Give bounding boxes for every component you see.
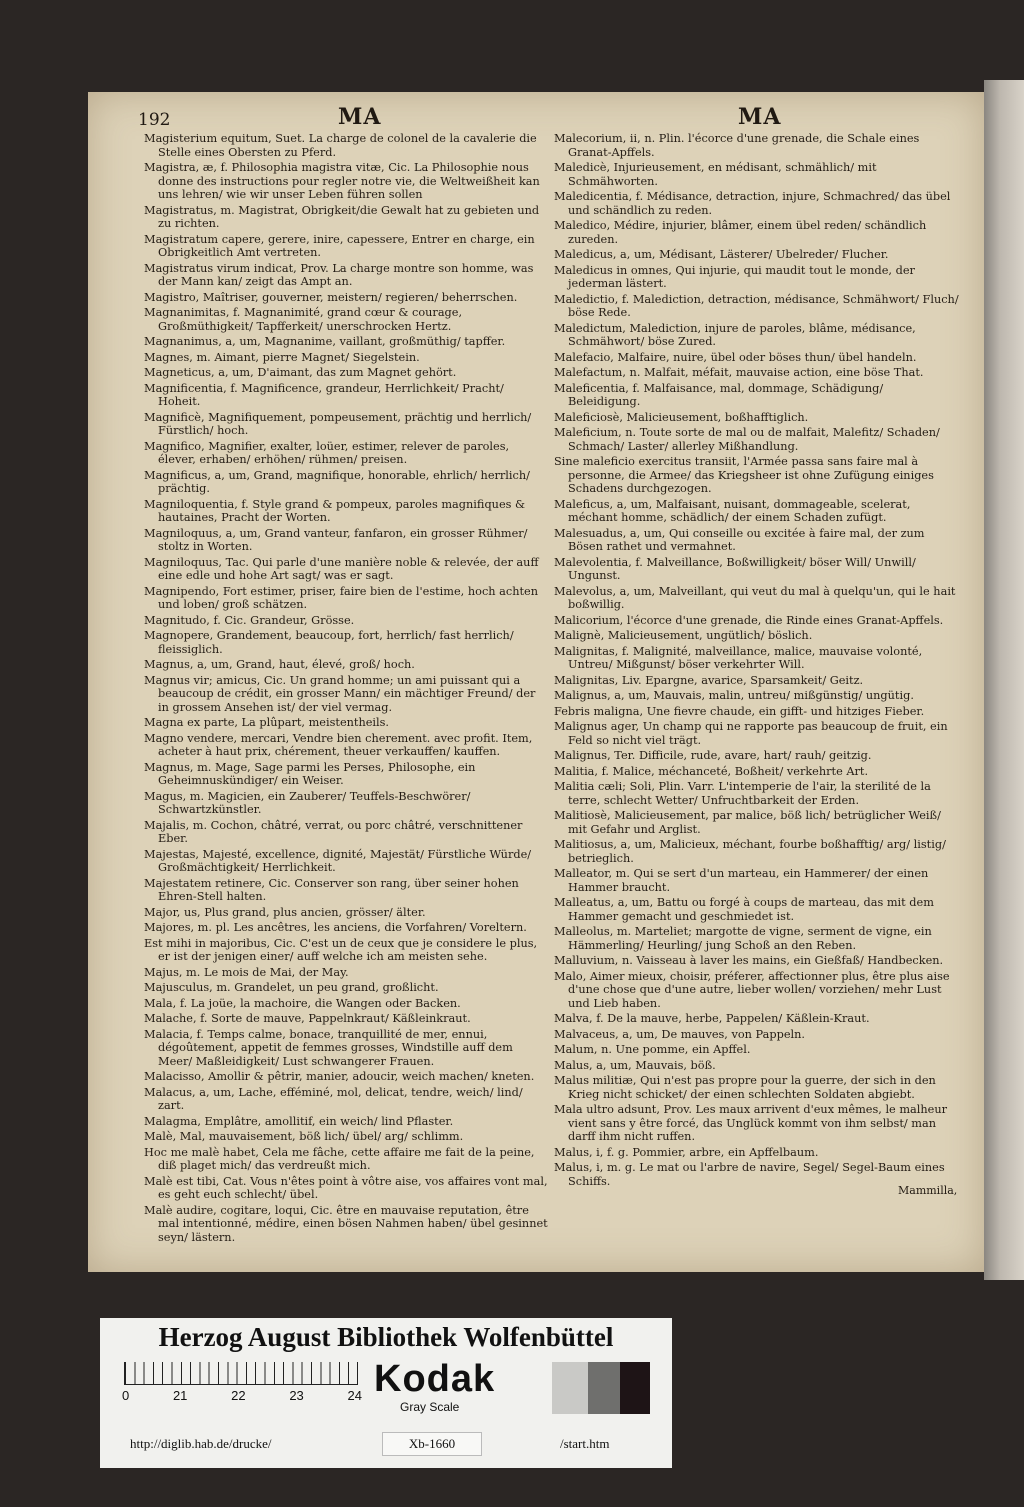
- dictionary-entry: Magna ex parte, La plûpart, meistentheils.: [144, 716, 390, 729]
- dictionary-entry: Magnipendo, Fort estimer, priser, faire bien de l'estime, hoch achten und loben/ groß schätzen.: [144, 584, 538, 611]
- running-head-left: MA: [338, 104, 382, 130]
- dictionary-entry: Magnifico, Magnifier, exalter, loüer, estimer, relever de paroles, élever, erhaben/ erhöhen/ rühmen/ preisen.: [144, 439, 510, 466]
- dictionary-entry: Malitia, f. Malice, méchanceté, Boßheit/ verkehrte Art.: [554, 764, 869, 778]
- dictionary-entry: Malevolentia, f. Malveillance, Boßwilligkeit/ böser Will/ Unwill/ Ungunst.: [554, 555, 916, 582]
- ruler-label: 23: [289, 1388, 304, 1403]
- dictionary-entry: Malva, f. De la mauve, herbe, Pappelen/ Käßlein-Kraut.: [554, 1012, 870, 1025]
- ruler-label: 0: [122, 1388, 130, 1403]
- dictionary-entry: Magnitudo, f. Cic. Grandeur, Grösse.: [144, 613, 355, 627]
- dictionary-entry: Magneticus, a, um, D'aimant, das zum Magnet gehört.: [144, 366, 457, 379]
- dictionary-entry: Maledicentia, f. Médisance, detraction, injure, Schmachred/ das übel und schändlich zu reden.: [554, 190, 951, 217]
- digital-library-url: http://diglib.hab.de/drucke/: [130, 1436, 272, 1451]
- dictionary-entry: Magnes, m. Aimant, pierre Magnet/ Siegelstein.: [144, 350, 420, 364]
- dictionary-entry: Malignè, Malicieusement, ungütlich/ böslich.: [554, 629, 813, 642]
- dictionary-entry: Majestas, Majesté, excellence, dignité, Majestät/ Fürstliche Würde/ Großmächtigkeit/ Herrlichkeit.: [144, 847, 532, 874]
- right-column: [554, 132, 959, 1190]
- dictionary-entry: Malacia, f. Temps calme, bonace, tranquillité de mer, ennui, dégoûtement, appetit de femmes grosses, Windstille auff dem Meer/ Maßleidigkeit/ Lust schwangerer Frauen.: [144, 1027, 513, 1068]
- dictionary-entry: Mala, f. La joüe, la machoire, die Wangen oder Backen.: [144, 996, 461, 1010]
- dictionary-entry: Malitiosus, a, um, Malicieux, méchant, fourbe boßhafftig/ arg/ listig/ betrieglich.: [554, 838, 946, 865]
- dictionary-entry: Major, us, Plus grand, plus ancien, grösser/ älter.: [144, 905, 426, 919]
- dictionary-entry: Malluvium, n. Vaisseau à laver les mains, ein Gießfaß/ Handbecken.: [554, 954, 944, 967]
- dictionary-entry: Malignus ager, Un champ qui ne rapporte pas beaucoup de fruit, ein Feld so nicht viel trägt.: [554, 720, 948, 747]
- ruler-label: 24: [347, 1388, 362, 1403]
- dictionary-entry: Malefacio, Malfaire, nuire, übel oder böses thun/ übel handeln.: [554, 350, 917, 364]
- dictionary-entry: Malo, Aimer mieux, choisir, préferer, affectionner plus, être plus aise d'une chose que d'une autre, lieber wollen/ vorziehen/ mehr Lust und Lieb haben.: [554, 969, 950, 1010]
- dictionary-entry: Malleator, m. Qui se sert d'un marteau, ein Hammerer/ der einen Hammer braucht.: [554, 867, 929, 894]
- ruler-label: 22: [231, 1388, 246, 1403]
- dictionary-entry: Malè, Mal, mauvaisement, böß lich/ übel/ arg/ schlimm.: [144, 1130, 464, 1143]
- dictionary-entry: Malacisso, Amollir & pêtrir, manier, adoucir, weich machen/ kneten.: [144, 1070, 535, 1083]
- dictionary-entry: Est mihi in majoribus, Cic. C'est un de ceux que je considere le plus, er ist der jenigen einer/ auff welche ich am meisten sehe.: [144, 936, 538, 963]
- dictionary-entry: Magistra, æ, f. Philosophia magistra vitæ, Cic. La Philosophie nous donne des instructions pour regler notre vie, die Weltweißheit kan uns lehren/ wie wir unser Leben führen sollen: [144, 161, 540, 201]
- dictionary-entry: Malè audire, cogitare, loqui, Cic. être en mauvaise reputation, être mal intentionné, médire, einen bösen Nahmen haben/ übel gesinnet seyn/ lästern.: [144, 1203, 548, 1244]
- dictionary-entry: Magnus vir; amicus, Cic. Un grand homme; un ami puissant qui a beaucoup de crédit, ein grosser Mann/ ein mächtiger Freund/ der in grossem Ansehen ist/ der viel vermag.: [144, 673, 536, 714]
- dictionary-entry: Malitiosè, Malicieusement, par malice, böß lich/ betrüglicher Weiß/ mit Gefahr und Arglist.: [554, 809, 941, 836]
- dictionary-entry: Malignitas, Liv. Epargne, avarice, Sparsamkeit/ Geitz.: [554, 673, 864, 687]
- gray-scale-label: Gray Scale: [400, 1400, 460, 1414]
- dictionary-entry: Maledico, Médire, injurier, blâmer, einem übel reden/ schändlich zureden.: [554, 219, 927, 246]
- dictionary-entry: Maleficium, n. Toute sorte de mal ou de malfait, Malefitz/ Schaden/ Schmach/ Laster/ allerley Mißhandlung.: [554, 426, 940, 453]
- dictionary-entry: Malignus, a, um, Mauvais, malin, untreu/ mißgünstig/ ungütig.: [554, 689, 914, 702]
- shelfmark-box: Xb-1660: [382, 1432, 482, 1456]
- dictionary-entry: Malleolus, m. Marteliet; margotte de vigne, serment de vigne, ein Hämmerling/ Heurling/ jung Schoß an den Reben.: [554, 925, 932, 952]
- dictionary-entry: Sine maleficio exercitus transiit, l'Armée passa sans faire mal à personne, die Armee/ das Kriegsheer ist ohne Zufügung einiges Schadens durchgezogen.: [554, 455, 934, 495]
- dictionary-entry: Maledicus in omnes, Qui injurie, qui maudit tout le monde, der jederman lästert.: [554, 263, 915, 290]
- dictionary-entry: Magus, m. Magicien, ein Zauberer/ Teuffels-Beschwörer/ Schwartzkünstler.: [144, 789, 471, 816]
- dictionary-entry: Magistro, Maîtriser, gouverner, meistern/ regieren/ beherrschen.: [144, 290, 518, 304]
- dictionary-entry: Malicorium, l'écorce d'une grenade, die Rinde eines Granat-Apffels.: [554, 613, 944, 627]
- dictionary-entry: Malvaceus, a, um, De mauves, von Pappeln.: [554, 1027, 805, 1041]
- dictionary-entry: Magniloquus, Tac. Qui parle d'une manière noble & relevée, der auff eine edle und hohe Art sagt/ was er sagt.: [144, 555, 539, 582]
- dictionary-entry: Malignus, Ter. Difficile, rude, avare, hart/ rauh/ geitzig.: [554, 749, 872, 762]
- dictionary-entry: Febris maligna, Une fievre chaude, ein gifft- und hitziges Fieber.: [554, 704, 925, 718]
- dictionary-entry: Malus militiæ, Qui n'est pas propre pour la guerre, der sich in den Krieg nicht schicket/ der einen schlechten Soldaten abgiebt.: [554, 1074, 936, 1101]
- dictionary-entry: Malefactum, n. Malfait, méfait, mauvaise action, eine böse That.: [554, 366, 924, 379]
- kodak-logo: Kodak: [374, 1358, 496, 1400]
- dictionary-entry: Magisterium equitum, Suet. La charge de colonel de la cavalerie die Stelle eines Obersten zu Pferd.: [144, 132, 537, 159]
- dictionary-entry: Malesuadus, a, um, Qui conseille ou excitée à faire mal, der zum Bösen rathet und vermahnet.: [554, 526, 925, 553]
- dictionary-entry: Mala ultro adsunt, Prov. Les maux arrivent d'eux mêmes, le malheur vient sans y être forcé, das Unglück kommt von ihm selbst/ man darff ihm nicht ruffen.: [554, 1103, 948, 1143]
- dictionary-entry: Magnus, a, um, Grand, haut, élevé, groß/ hoch.: [144, 658, 415, 671]
- dictionary-entry: Magnus, m. Mage, Sage parmi les Perses, Philosophe, ein Geheimnuskündiger/ ein Weiser.: [144, 760, 476, 787]
- dictionary-entry: Maledictio, f. Malediction, detraction, médisance, Schmähwort/ Fluch/ böse Rede.: [554, 292, 959, 319]
- dictionary-entry: Majalis, m. Cochon, châtré, verrat, ou porc châtré, verschnittener Eber.: [144, 818, 523, 845]
- left-column: [144, 132, 549, 1246]
- catchword: Mammilla,: [898, 1184, 958, 1197]
- gray-swatch-light: [552, 1362, 588, 1414]
- dictionary-entry: Magnificus, a, um, Grand, magnifique, honorable, ehrlich/ herrlich/ prächtig.: [144, 468, 530, 495]
- dictionary-entry: Magnopere, Grandement, beaucoup, fort, herrlich/ fast herrlich/ fleissiglich.: [144, 629, 514, 656]
- dictionary-entry: Magistratum capere, gerere, inire, capessere, Entrer en charge, ein Obrigkeitlich Amt vertreten.: [144, 232, 535, 259]
- dictionary-entry: Malecorium, ii, n. Plin. l'écorce d'une grenade, die Schale eines Granat-Apffels.: [554, 132, 920, 159]
- dictionary-entry: Magnanimitas, f. Magnanimité, grand cœur & courage, Großmüthigkeit/ Tapfferkeit/ unerschrocken Hertz.: [144, 306, 463, 333]
- dictionary-entry: Magnanimus, a, um, Magnanime, vaillant, großmüthig/ tapffer.: [144, 335, 506, 348]
- ruler-labels: [122, 1388, 362, 1403]
- adjacent-page-edge: [984, 80, 1024, 1280]
- measurement-ruler: [124, 1362, 358, 1385]
- dictionary-entry: Malagma, Emplâtre, amollitif, ein weich/ lind Pflaster.: [144, 1114, 454, 1128]
- library-color-target: [100, 1318, 672, 1468]
- start-url: /start.htm: [560, 1436, 610, 1451]
- dictionary-entry: Maleficentia, f. Malfaisance, mal, dommage, Schädigung/ Beleidigung.: [554, 381, 884, 408]
- gray-swatch-mid: [588, 1362, 624, 1414]
- dictionary-entry: Malignitas, f. Malignité, malveillance, malice, mauvaise volonté, Untreu/ Mißgunst/ böser verkehrter Will.: [554, 644, 923, 671]
- library-name: Herzog August Bibliothek Wolfenbüttel: [158, 1322, 614, 1352]
- dictionary-entry: Malache, f. Sorte de mauve, Pappelnkraut/ Käßleinkraut.: [144, 1012, 471, 1025]
- dictionary-entry: Majusculus, m. Grandelet, un peu grand, großlicht.: [144, 981, 439, 994]
- book-page: [88, 92, 984, 1272]
- dictionary-entry: Malus, a, um, Mauvais, böß.: [554, 1058, 716, 1072]
- dictionary-entry: Maleficus, a, um, Malfaisant, nuisant, dommageable, scelerat, méchant homme, schädlich/ der einem Schaden zufügt.: [554, 497, 911, 524]
- dictionary-entry: Magnificentia, f. Magnificence, grandeur, Herrlichkeit/ Pracht/ Hoheit.: [144, 381, 504, 408]
- dictionary-entry: Malè est tibi, Cat. Vous n'êtes point à vôtre aise, vos affaires vont mal, es geht euch schlecht/ übel.: [144, 1174, 548, 1201]
- dictionary-entry: Maledictum, Malediction, injure de paroles, blâme, médisance, Schmähwort/ böse Zured.: [554, 321, 916, 348]
- running-head-right: MA: [738, 104, 782, 130]
- dictionary-entry: Magnificè, Magnifiquement, pompeusement, prächtig und herrlich/ Fürstlich/ hoch.: [144, 410, 532, 437]
- page-number: 192: [138, 110, 171, 130]
- dictionary-entry: Majus, m. Le mois de Mai, der May.: [144, 965, 349, 979]
- dictionary-entry: Malus, i, f. g. Pommier, arbre, ein Apffelbaum.: [554, 1145, 819, 1159]
- dictionary-entry: Malleatus, a, um, Battu ou forgé à coups de marteau, das mit dem Hammer gemacht und geschmiedet ist.: [554, 896, 934, 923]
- dictionary-entry: Magistratus virum indicat, Prov. La charge montre son homme, was der Mann kan/ zeigt das Ampt an.: [144, 261, 534, 288]
- dictionary-entry: Majestatem retinere, Cic. Conserver son rang, über seiner hohen Ehren-Stell halten.: [144, 876, 519, 903]
- dictionary-entry: Magniloquentia, f. Style grand & pompeux, paroles magnifiques & hautaines, Pracht der Worten.: [144, 497, 526, 524]
- dictionary-entry: Malum, n. Une pomme, ein Apffel.: [554, 1043, 751, 1056]
- dictionary-entry: Majores, m. pl. Les ancêtres, les anciens, die Vorfahren/ Voreltern.: [144, 921, 527, 934]
- dictionary-entry: Magno vendere, mercari, Vendre bien cherement. avec profit. Item, acheter à haut prix, chérement, theuer verkauffen/ kauffen.: [144, 731, 533, 758]
- dictionary-entry: Malevolus, a, um, Malveillant, qui veut du mal à quelqu'un, qui le hait boßwillig.: [554, 584, 956, 611]
- dictionary-entry: Hoc me malè habet, Cela me fâche, cette affaire me fait de la peine, diß plaget mich/ das verdreußt mich.: [144, 1145, 535, 1172]
- dictionary-entry: Magistratus, m. Magistrat, Obrigkeit/die Gewalt hat zu gebieten und zu richten.: [144, 203, 540, 230]
- dictionary-entry: Malitia cæli; Soli, Plin. Varr. L'intemperie de l'air, la sterilité de la terre, schlecht Wetter/ Unfruchtbarkeit der Erden.: [554, 780, 931, 807]
- gray-swatch-dark: [620, 1362, 650, 1414]
- ruler-label: 21: [172, 1388, 188, 1403]
- dictionary-entry: Malus, i, m. g. Le mat ou l'arbre de navire, Segel/ Segel-Baum eines Schiffs.: [554, 1161, 945, 1188]
- dictionary-entry: Malacus, a, um, Lache, efféminé, mol, delicat, tendre, weich/ lind/ zart.: [144, 1085, 523, 1112]
- dictionary-entry: Maleficiosè, Malicieusement, boßhafftiglich.: [554, 410, 809, 424]
- dictionary-entry: Maledicus, a, um, Médisant, Lästerer/ Ubelreder/ Flucher.: [554, 248, 889, 261]
- dictionary-entry: Maledicè, Injurieusement, en médisant, schmählich/ mit Schmähworten.: [554, 161, 877, 188]
- dictionary-entry: Magniloquus, a, um, Grand vanteur, fanfaron, ein grosser Rühmer/ stoltz in Worten.: [144, 526, 528, 553]
